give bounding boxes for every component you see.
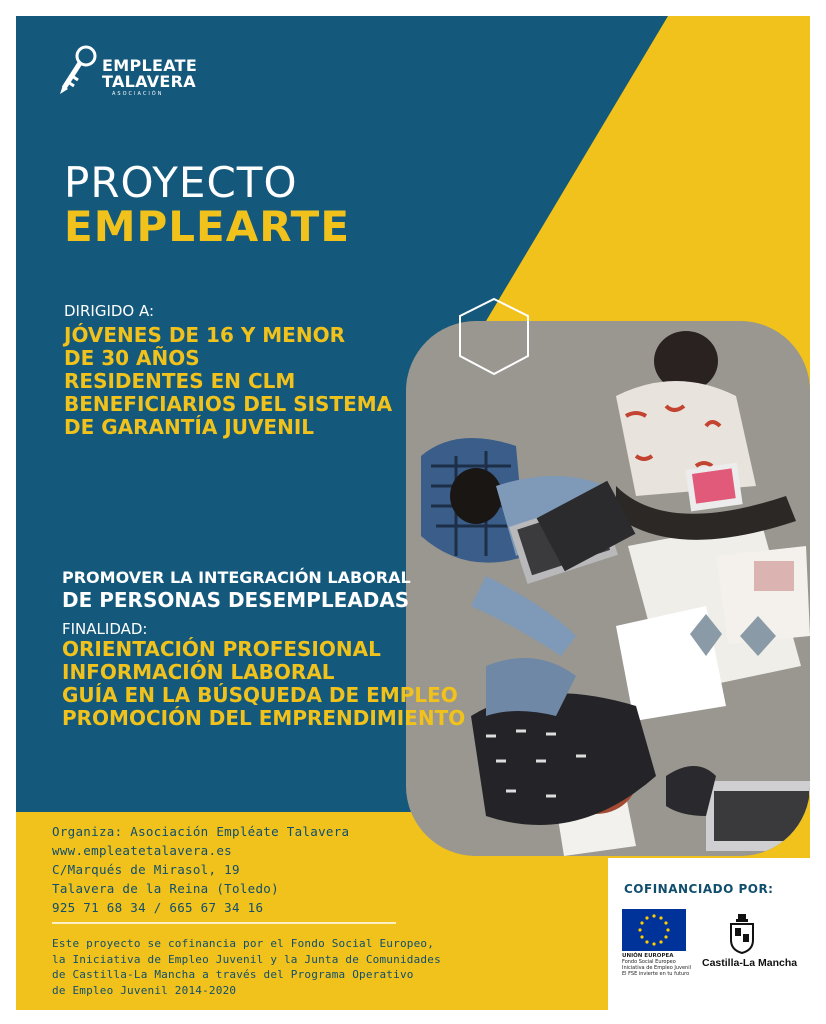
funding-note-line: de Castilla-La Mancha a través del Programa Operativo (52, 968, 414, 981)
poster (16, 16, 810, 1010)
purpose-line: GUÍA EN LA BÚSQUEDA DE EMPLEO (62, 683, 458, 707)
logo-name-line1: EMPLEATE (102, 56, 198, 75)
target-line: JÓVENES DE 16 Y MENOR (64, 323, 345, 347)
funding-note (52, 936, 441, 998)
target-list (64, 324, 392, 439)
title-line2: EMPLEARTE (64, 202, 351, 251)
purpose-list (62, 638, 465, 730)
region-name: Castilla-La Mancha (702, 957, 798, 969)
target-line: DE 30 AÑOS (64, 346, 200, 370)
eu-line2: Fondo Social Europeo (622, 959, 676, 965)
funding-note-line: la Iniciativa de Empleo Juvenil y la Junta de Comunidades (52, 952, 441, 966)
eu-line1: UNIÓN EUROPEA (622, 953, 674, 959)
title-line1: PROYECTO (64, 158, 298, 207)
purpose-line: PROMOCIÓN DEL EMPRENDIMIENTO (62, 706, 466, 730)
purpose-label: FINALIDAD: (62, 620, 148, 638)
students-working-photo (406, 321, 810, 856)
eu-flag-icon (622, 909, 686, 951)
target-line: RESIDENTES EN CLM (64, 369, 296, 393)
eu-text-block (622, 953, 702, 977)
castilla-la-mancha-crest-icon (728, 912, 756, 954)
mission-line1: PROMOVER LA INTEGRACIÓN LABORAL (62, 568, 411, 587)
cofinance-label: COFINANCIADO POR: (624, 882, 774, 896)
purpose-line: INFORMACIÓN LABORAL (62, 660, 335, 684)
logo-subtitle: ASOCIACIÓN (112, 91, 164, 97)
target-label: DIRIGIDO A: (64, 302, 155, 320)
contact-organizer: Organiza: Asociación Empléate Talavera (52, 824, 350, 839)
target-line: BENEFICIARIOS DEL SISTEMA (64, 392, 393, 416)
contact-address: C/Marqués de Mirasol, 19 (52, 862, 240, 877)
purpose-line: ORIENTACIÓN PROFESIONAL (62, 637, 381, 661)
contact-website[interactable]: www.empleatetalavera.es (52, 843, 232, 858)
eu-line4: El FSE invierte en tu futuro (622, 971, 690, 977)
key-pencil-icon (56, 44, 100, 100)
funding-note-line: de Empleo Juvenil 2014-2020 (52, 983, 237, 997)
mission-line2: DE PERSONAS DESEMPLEADAS (62, 588, 410, 612)
eu-line3: Iniciativa de Empleo Juvenil (622, 965, 691, 971)
contact-city: Talavera de la Reina (Toledo) (52, 881, 279, 896)
contact-block (52, 822, 349, 917)
target-line: DE GARANTÍA JUVENIL (64, 415, 315, 439)
funding-note-line: Este proyecto se cofinancia por el Fondo Social Europeo, (52, 937, 435, 950)
contact-phones: 925 71 68 34 / 665 67 34 16 (52, 900, 264, 915)
logo-name-line2: TALAVERA (102, 72, 196, 91)
